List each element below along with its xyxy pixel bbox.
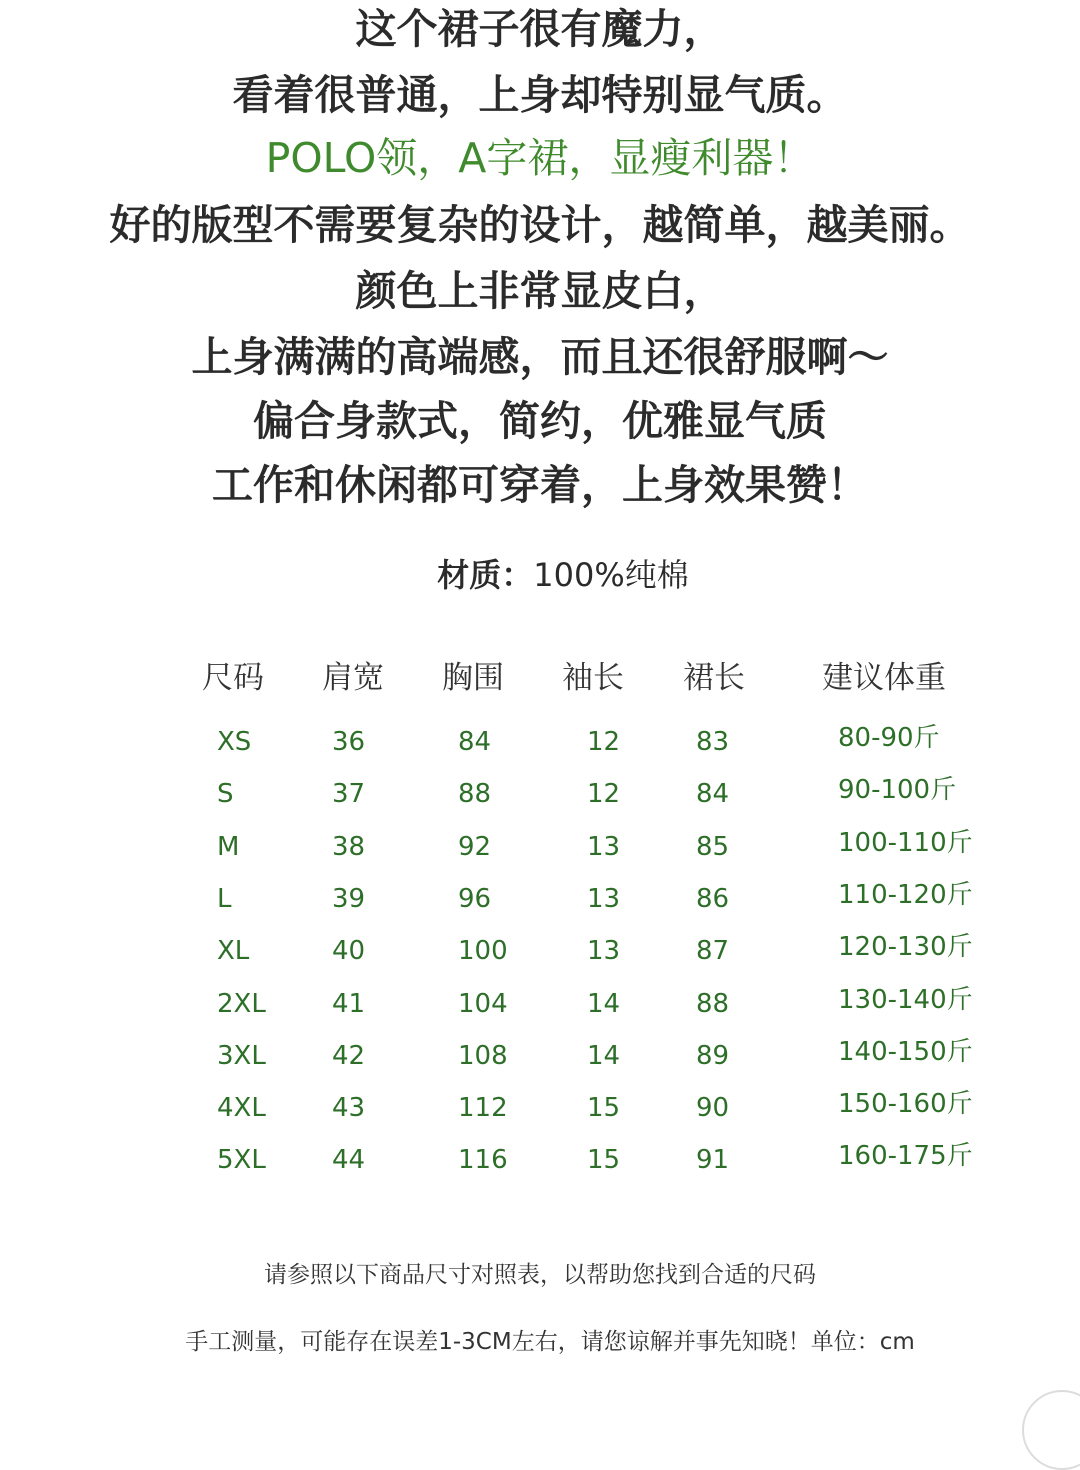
cell-length: 85	[696, 831, 730, 862]
cell-size: 5XL	[217, 1145, 266, 1176]
cell-size: 3XL	[217, 1040, 266, 1071]
cell-bust: 88	[458, 779, 492, 810]
size-reference-note: 请参照以下商品尺寸对照表，以帮助您找到合适的尺码	[264, 1262, 816, 1288]
cell-bust: 104	[458, 988, 508, 1019]
corner-decoration	[1022, 1390, 1080, 1470]
table-header-sleeve: 袖长	[562, 660, 624, 696]
cell-size: XS	[217, 727, 252, 757]
cell-sleeve: 13	[587, 883, 621, 914]
cell-shoulder: 37	[332, 779, 366, 810]
cell-shoulder: 39	[332, 883, 366, 914]
cell-sleeve: 15	[587, 1145, 621, 1176]
cell-size: XL	[217, 936, 250, 967]
cell-sleeve: 13	[587, 936, 621, 967]
cell-weight: 150-160斤	[838, 1089, 973, 1120]
cell-sleeve: 12	[587, 779, 621, 810]
cell-weight: 140-150斤	[838, 1036, 973, 1067]
cell-size: 4XL	[217, 1093, 266, 1124]
cell-length: 84	[696, 779, 730, 810]
cell-sleeve: 14	[587, 988, 621, 1019]
cell-weight: 100-110斤	[838, 827, 973, 858]
table-header-length: 裙长	[683, 660, 745, 696]
cell-sleeve: 13	[587, 831, 621, 862]
cell-bust: 96	[458, 883, 492, 914]
cell-weight: 110-120斤	[838, 879, 973, 910]
cell-weight: 80-90斤	[838, 723, 940, 753]
cell-sleeve: 12	[587, 727, 621, 757]
cell-bust: 92	[458, 831, 492, 862]
material-info	[0, 552, 1080, 598]
cell-shoulder: 36	[332, 727, 366, 757]
intro-line-highlight: POLO领，A字裙，显瘦利器！	[265, 134, 815, 182]
cell-bust: 116	[458, 1145, 508, 1176]
cell-sleeve: 15	[587, 1093, 621, 1124]
cell-length: 91	[696, 1145, 730, 1176]
cell-size: 2XL	[217, 988, 266, 1019]
cell-length: 90	[696, 1093, 730, 1124]
cell-weight: 90-100斤	[838, 775, 957, 806]
cell-size: M	[217, 831, 240, 862]
intro-line: 这个裙子很有魔力，	[355, 5, 725, 53]
table-header-weight: 建议体重	[822, 660, 946, 696]
cell-length: 89	[696, 1040, 730, 1071]
table-header-bust: 胸围	[442, 660, 504, 696]
intro-line: 好的版型不需要复杂的设计，越简单，越美丽。	[109, 201, 971, 249]
cell-bust: 84	[458, 727, 492, 757]
material-value: 100%纯棉	[533, 556, 689, 594]
cell-shoulder: 40	[332, 936, 366, 967]
intro-line: 上身满满的高端感，而且还很舒服啊～	[191, 333, 889, 381]
cell-shoulder: 38	[332, 831, 366, 862]
intro-line: 偏合身款式，简约，优雅显气质	[253, 397, 827, 445]
cell-bust: 112	[458, 1093, 508, 1124]
cell-size: S	[217, 779, 234, 810]
cell-shoulder: 43	[332, 1093, 366, 1124]
intro-line: 颜色上非常显皮白，	[355, 267, 725, 315]
cell-shoulder: 44	[332, 1145, 366, 1176]
cell-weight: 120-130斤	[838, 932, 973, 963]
cell-shoulder: 42	[332, 1040, 366, 1071]
cell-bust: 100	[458, 936, 508, 967]
cell-bust: 108	[458, 1040, 508, 1071]
cell-sleeve: 14	[587, 1040, 621, 1071]
table-header-shoulder: 肩宽	[322, 660, 384, 696]
table-header-size: 尺码	[202, 660, 264, 696]
cell-shoulder: 41	[332, 988, 366, 1019]
measurement-note: 手工测量，可能存在误差1-3CM左右，请您谅解并事先知晓！单位：cm	[185, 1329, 915, 1355]
cell-size: L	[217, 883, 232, 914]
intro-line: 看着很普通，上身却特别显气质。	[232, 71, 848, 119]
material-label: 材质：	[437, 556, 534, 594]
intro-line: 工作和休闲都可穿着，上身效果赞！	[212, 461, 868, 509]
cell-length: 87	[696, 936, 730, 967]
cell-length: 86	[696, 883, 730, 914]
cell-length: 88	[696, 988, 730, 1019]
cell-weight: 130-140斤	[838, 984, 973, 1015]
cell-length: 83	[696, 727, 730, 757]
cell-weight: 160-175斤	[838, 1141, 973, 1172]
